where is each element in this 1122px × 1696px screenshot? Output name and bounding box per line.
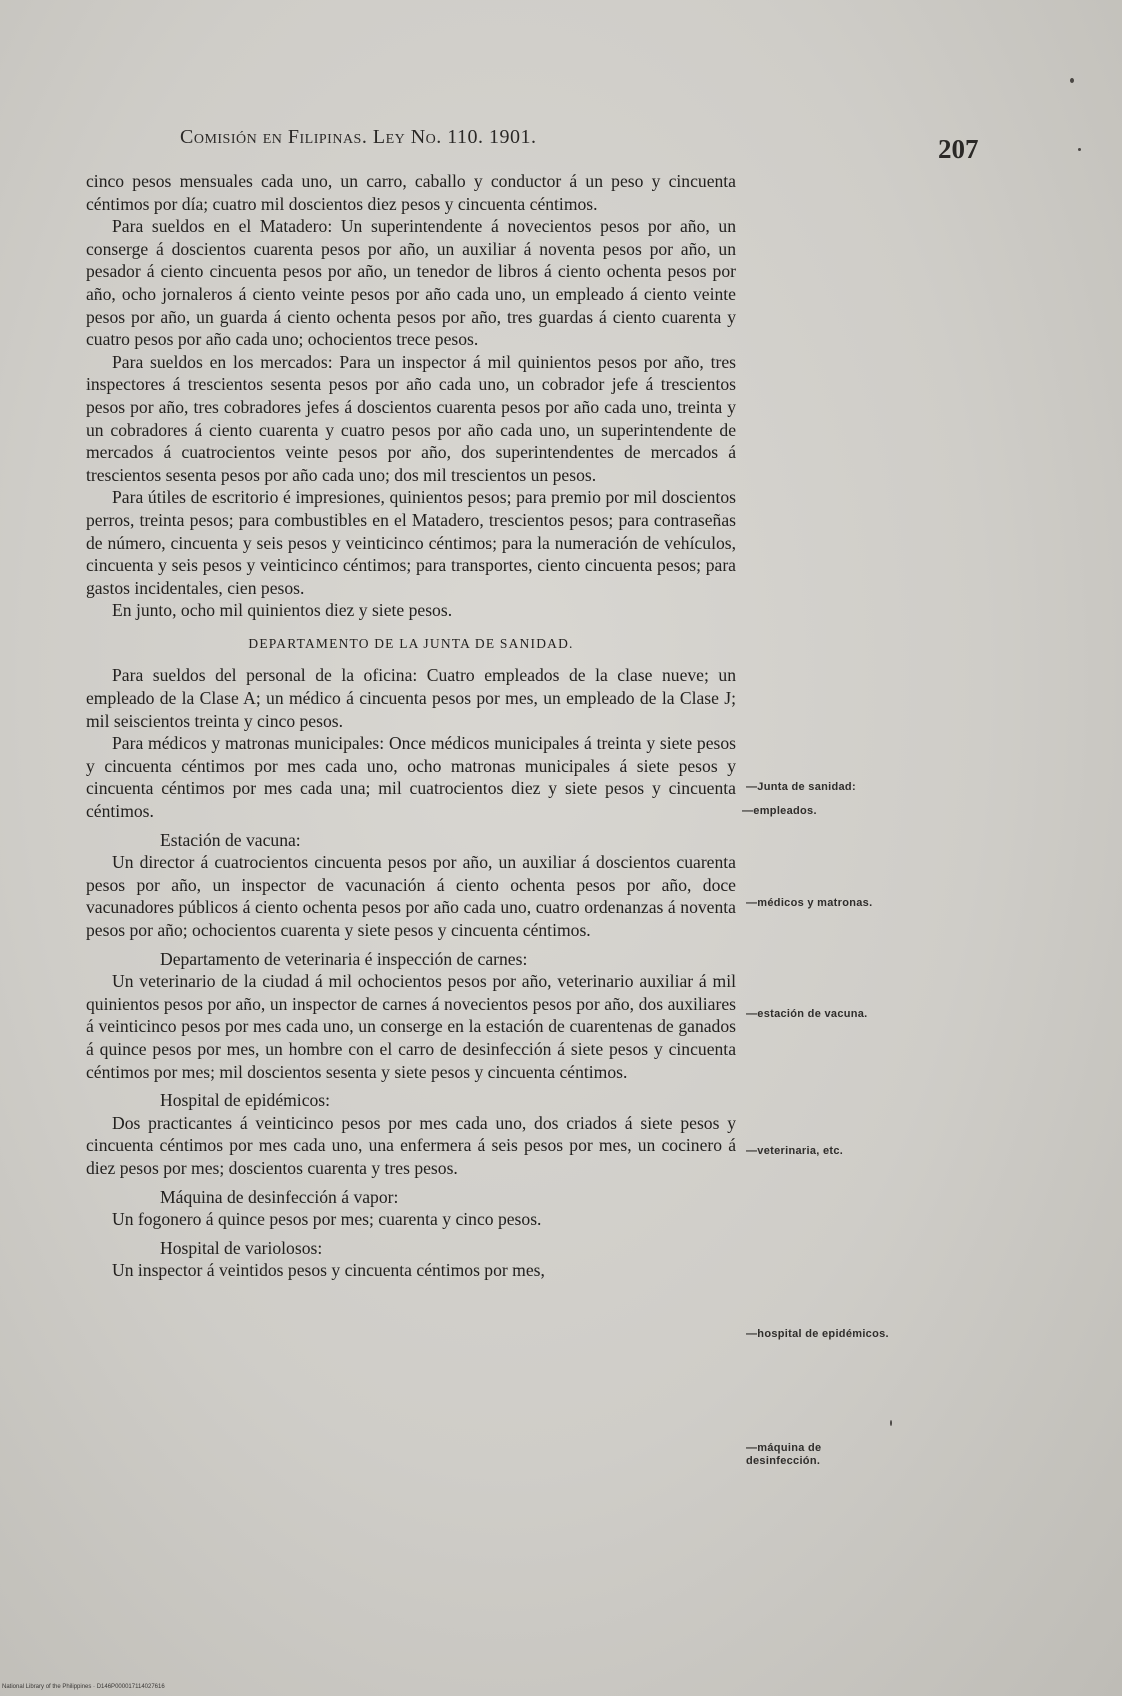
margin-note-junta: —Junta de sanidad: bbox=[746, 781, 856, 793]
subheading-vacuna: Estación de vacuna: bbox=[160, 829, 301, 850]
subheading-epidemicos: Hospital de epidémicos: bbox=[160, 1090, 331, 1111]
section-heading: DEPARTAMENTO DE LA JUNTA DE SANIDAD. bbox=[248, 635, 574, 651]
running-title: Comisión en Filipinas. Ley No. 110. 1901. bbox=[180, 126, 537, 148]
paragraph-mercados: Para sueldos en los mercados: Para un inspector á mil quinientos pesos por año, tres inspectores á trescientos sesenta pesos por año cada uno, un cobrador jefe á trescientos pesos por año, tres cobradores jefes á doscientos cuarenta pesos por año cada uno, treinta y un cobradores á ciento cuarenta y cuatro pesos por año cada uno, un superintendente de mercados á cuatrocientos veinte pesos por año, dos superintendentes de mercados á trescientos sesenta pesos por año cada uno; dos mil trescientos un pesos. bbox=[86, 351, 736, 485]
paragraph-personal-oficina: Para sueldos del personal de la oficina: Cuatro empleados de la clase nueve; un empleado de la Clase A; un médico á cincuenta pesos por mes, un empleado de la Clase J; mil seiscientos treinta y cinco pesos. bbox=[86, 665, 736, 731]
margin-note-maquina: —máquina de desinfección. bbox=[746, 1442, 822, 1467]
paragraph-epidemicos: Dos practicantes á veinticinco pesos por mes cada uno, dos criados á siete pesos y cincuenta céntimos por mes cada uno, una enfermera á seis pesos por mes, un cocinero á diez pesos por mes; doscientos cuarenta y tres pesos. bbox=[86, 1112, 736, 1178]
margin-note-medicos: —médicos y matronas. bbox=[746, 897, 873, 909]
paragraph-total: En junto, ocho mil quinientos diez y siete pesos. bbox=[112, 600, 453, 621]
margin-note-vacuna: —estación de vacuna. bbox=[746, 1008, 868, 1020]
paragraph-medicos-matronas: Para médicos y matronas municipales: Once médicos municipales á treinta y siete pesos y cincuenta céntimos por mes cada uno, ocho matronas municipales á siete pesos y cincuenta céntimos por mes cada una; mil cuatrocientos diez y siete pesos y cincuenta céntimos. bbox=[86, 733, 736, 822]
paragraph-maquina: Un fogonero á quince pesos por mes; cuarenta y cinco pesos. bbox=[112, 1209, 542, 1230]
scan-speck bbox=[890, 1420, 892, 1426]
page-number: 207 bbox=[938, 134, 979, 164]
subheading-variolosos: Hospital de variolosos: bbox=[160, 1237, 323, 1258]
margin-note-empleados: —empleados. bbox=[742, 805, 817, 817]
paragraph-continuation: cinco pesos mensuales cada uno, un carro, caballo y conductor á un peso y cincuenta céntimos por día; cuatro mil doscientos diez pesos y cincuenta céntimos. bbox=[86, 171, 736, 214]
paragraph-matadero: Para sueldos en el Matadero: Un superintendente á novecientos pesos por año, un conserge á doscientos cuarenta pesos por año, un auxiliar á noventa pesos por año, un pesador á ciento cincuenta pesos por año, un tenedor de libros á ciento ochenta pesos por año, ocho jornaleros á ciento veinte pesos por año cada uno, un empleado á ciento veinte pesos por año, un guarda á ciento ochenta pesos por año, tres guardas á ciento cuarenta y cuatro pesos por año cada uno; ochocientos trece pesos. bbox=[86, 216, 736, 350]
margin-note-veterinaria: —veterinaria, etc. bbox=[746, 1145, 844, 1157]
scan-credit: National Library of the Philippines · D146P000017114027616 bbox=[2, 1684, 165, 1690]
paragraph-utiles: Para útiles de escritorio é impresiones, quinientos pesos; para premio por mil doscientos perros, treinta pesos; para combustibles en el Matadero, trescientos pesos; para contraseñas de número, cincuenta y seis pesos y veinticinco céntimos; para la numeración de vehículos, cincuenta y seis pesos y veinticinco céntimos; para transportes, ciento cincuenta pesos; para gastos incidentales, cien pesos. bbox=[86, 487, 736, 598]
body-text bbox=[86, 170, 736, 1282]
subheading-veterinaria: Departamento de veterinaria é inspección de carnes: bbox=[160, 948, 528, 969]
margin-note-epidemicos: —hospital de epidémicos. bbox=[746, 1328, 889, 1340]
scan-speck bbox=[1078, 148, 1081, 151]
subheading-maquina: Máquina de desinfección á vapor: bbox=[160, 1186, 399, 1207]
paragraph-veterinaria: Un veterinario de la ciudad á mil ochocientos pesos por año, veterinario auxiliar á mil quinientos pesos por año, un inspector de carnes á novecientos pesos por año, dos auxiliares á veinticinco pesos por mes cada uno, un conserge en la estación de cuarentenas de ganados á quince pesos por mes, un hombre con el carro de desinfección á siete pesos y cincuenta céntimos por mes; mil doscientos sesenta y siete pesos y cincuenta céntimos. bbox=[86, 971, 736, 1082]
paragraph-variolosos: Un inspector á veintidos pesos y cincuenta céntimos por mes, bbox=[112, 1260, 545, 1281]
paragraph-vacuna: Un director á cuatrocientos cincuenta pesos por año, un auxiliar á doscientos cuarenta pesos por año, un inspector de vacunación á ciento ochenta pesos por año, doce vacunadores públicos á ciento ochenta pesos por año cada uno, cuatro ordenanzas á noventa pesos por año; ochocientos cuarenta y siete pesos y cincuenta céntimos. bbox=[86, 852, 736, 940]
scan-speck bbox=[1070, 78, 1074, 83]
